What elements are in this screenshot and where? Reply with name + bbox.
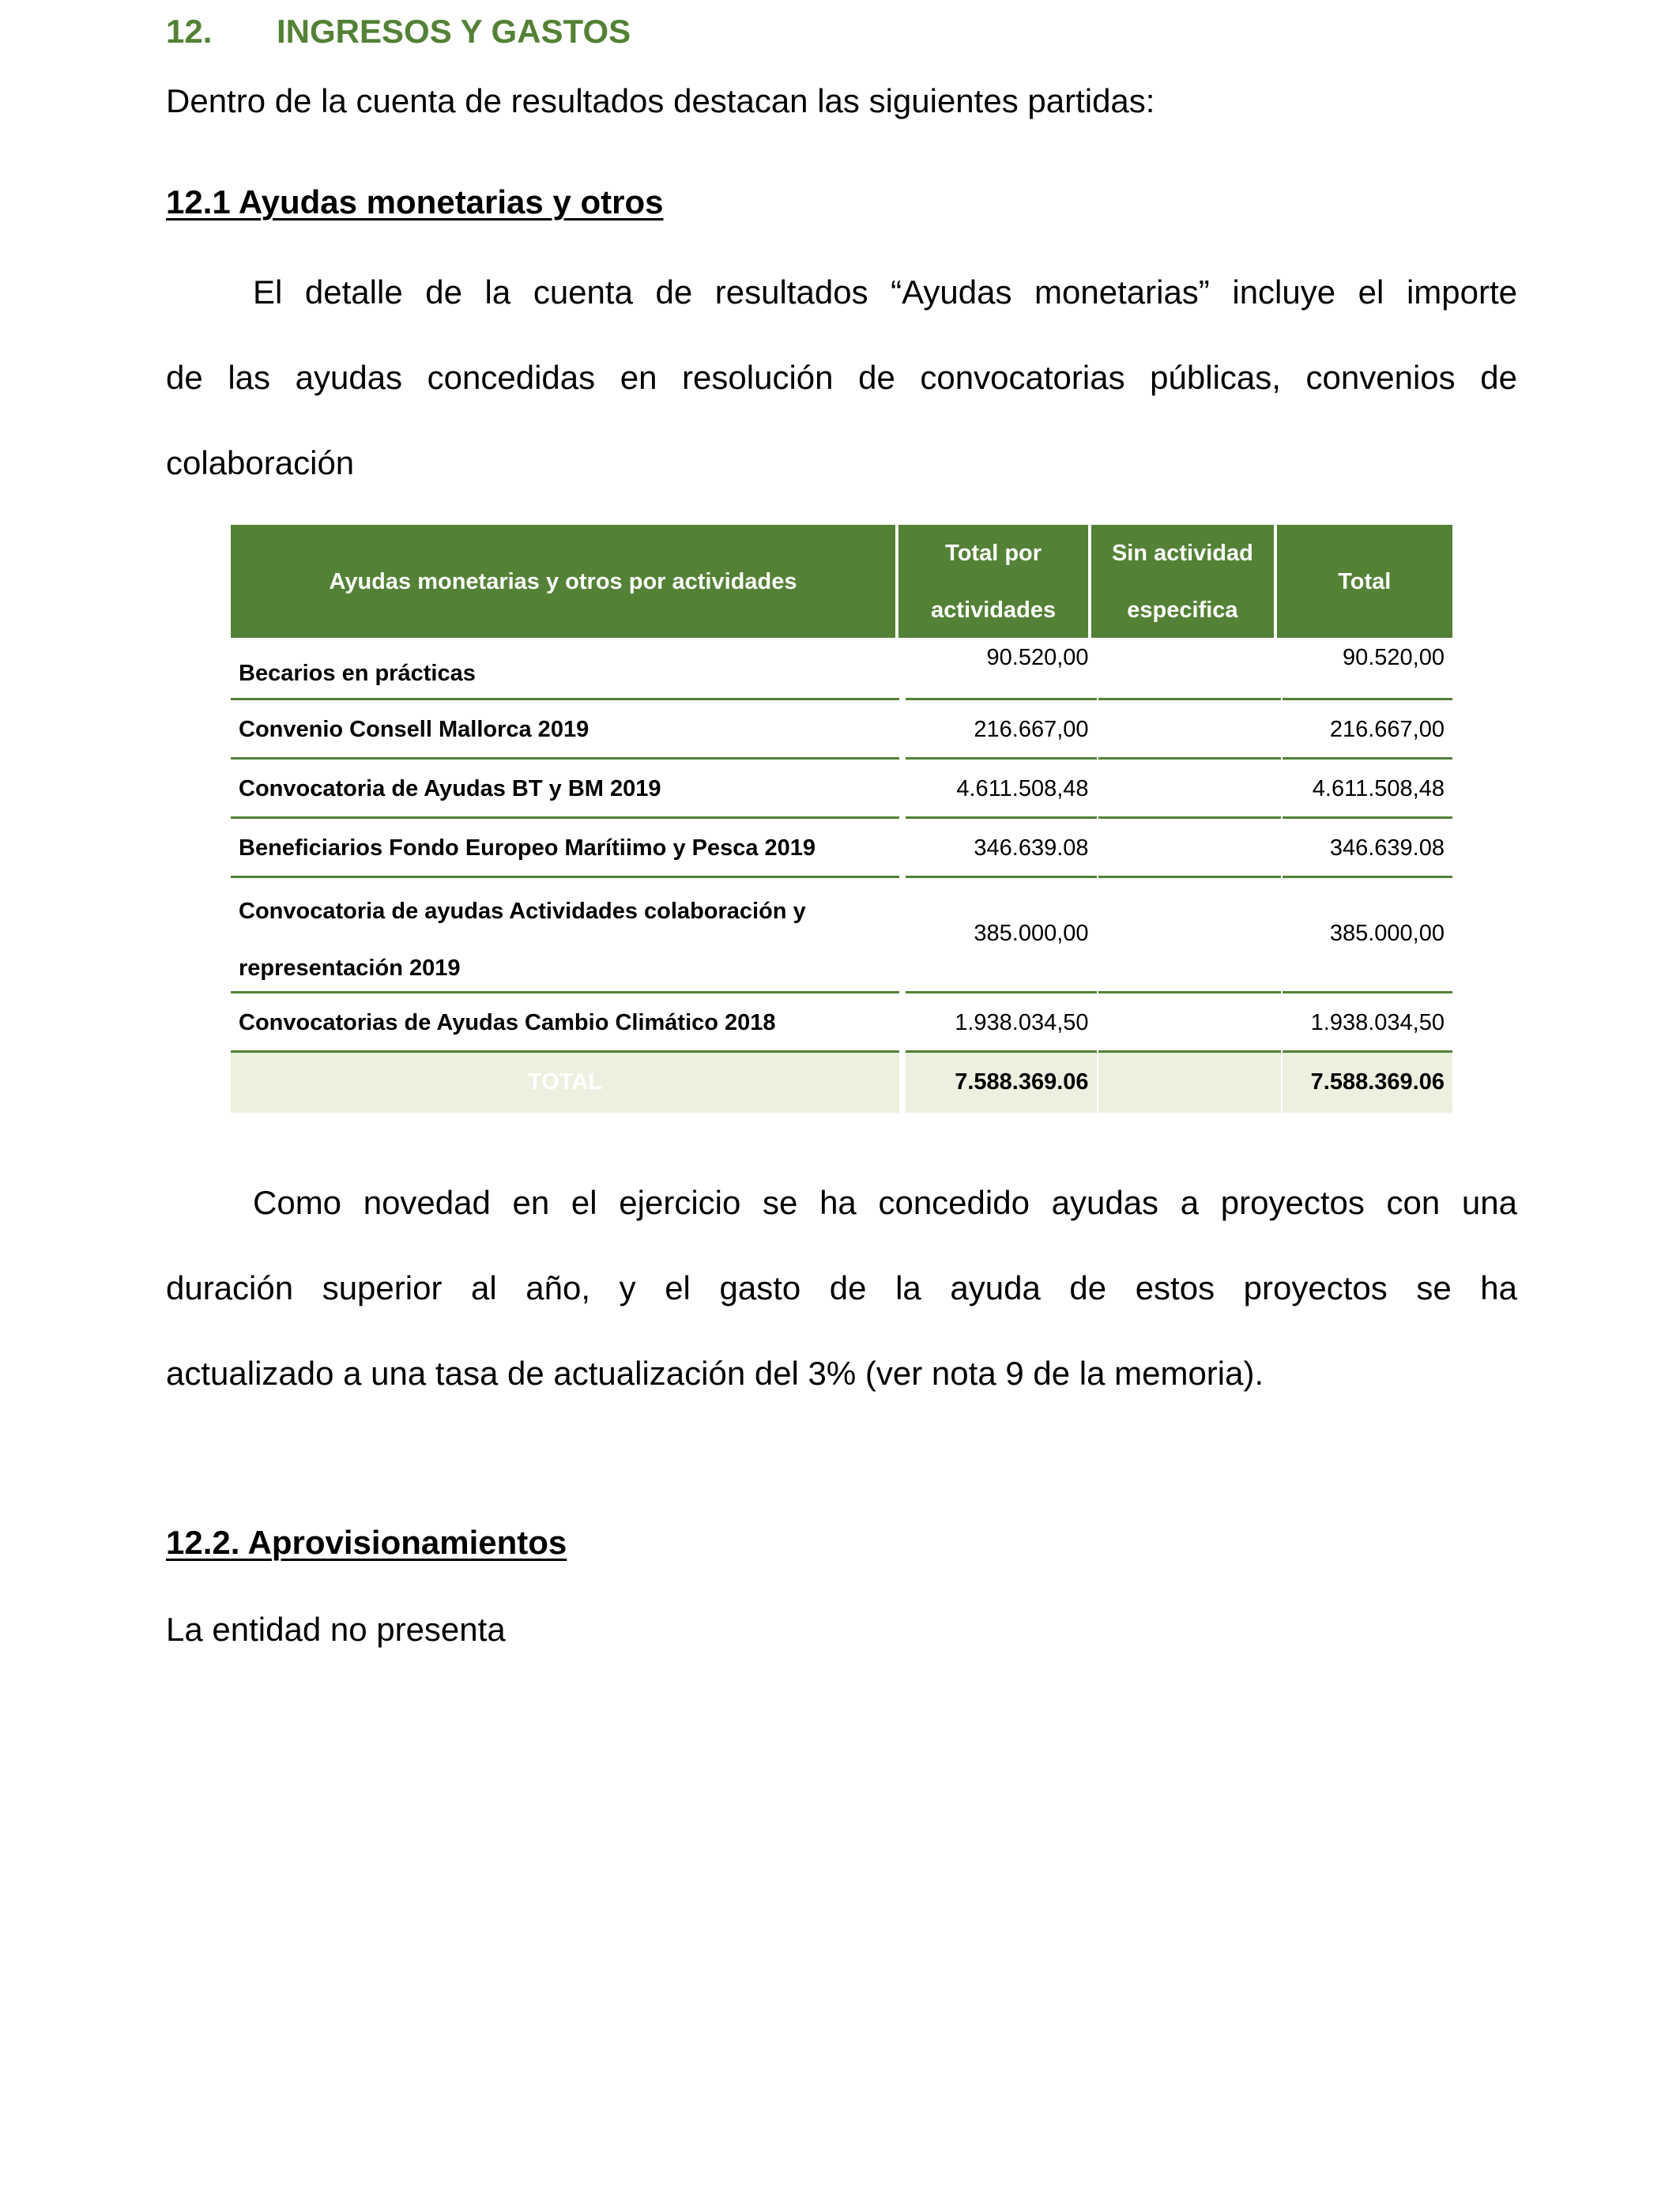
header-sin-actividad — [1091, 525, 1273, 640]
row-total: 216.667,00 — [1283, 700, 1452, 760]
row-total: 385.000,00 — [1283, 878, 1452, 993]
table-total-row — [231, 1053, 1452, 1113]
header-total-por-actividades — [898, 525, 1088, 640]
row-sin-actividad — [1098, 819, 1282, 878]
paragraph-line: actualizado a una tasa de actualización del 3% (ver nota 9 de la memoria). — [166, 1355, 1264, 1392]
row-por-actividades: 346.639.08 — [906, 819, 1097, 878]
section-heading — [166, 13, 631, 51]
row-label-line: Convocatoria de ayudas Actividades colaboración y — [239, 899, 806, 924]
section-number: 12. — [166, 13, 213, 50]
table-row — [231, 640, 1452, 700]
row-total: 4.611.508,48 — [1283, 760, 1452, 819]
section-title: INGRESOS Y GASTOS — [277, 13, 631, 50]
row-total: 1.938.034,50 — [1283, 993, 1452, 1053]
row-label — [231, 878, 899, 993]
header-line: actividades — [931, 597, 1057, 623]
row-label: Convocatoria de Ayudas BT y BM 2019 — [231, 760, 899, 819]
header-total: Total — [1277, 525, 1452, 640]
subsection-heading-12-2: 12.2. Aprovisionamientos — [166, 1524, 567, 1561]
row-por-actividades: 4.611.508,48 — [906, 760, 1097, 819]
row-por-actividades: 216.667,00 — [906, 700, 1097, 760]
row-sin-actividad — [1098, 878, 1282, 993]
row-label: Becarios en prácticas — [231, 640, 899, 700]
row-label: Beneficiarios Fondo Europeo Marítiimo y Pesca 2019 — [231, 819, 899, 878]
row-total: 90.520,00 — [1283, 640, 1452, 700]
table-row — [231, 878, 1452, 993]
paragraph-line: Como novedad en el ejercicio se ha concedido ayudas a proyectos con una — [253, 1184, 1517, 1221]
row-label-line: representación 2019 — [239, 956, 461, 981]
table-row — [231, 993, 1452, 1053]
header-line: Sin actividad — [1111, 540, 1253, 566]
table-row — [231, 819, 1452, 878]
ayudas-table — [231, 525, 1452, 1113]
total-por-actividades: 7.588.369.06 — [906, 1053, 1097, 1113]
table-header-row — [231, 525, 1452, 640]
paragraph-line: de las ayudas concedidas en resolución de convocatorias públicas, convenios de — [166, 359, 1517, 396]
header-line: especifica — [1127, 597, 1238, 623]
table-row — [231, 760, 1452, 819]
paragraph-line: colaboración — [166, 444, 355, 481]
row-total: 346.639.08 — [1283, 819, 1452, 878]
row-sin-actividad — [1098, 760, 1282, 819]
row-por-actividades: 385.000,00 — [906, 878, 1097, 993]
paragraph-line: El detalle de la cuenta de resultados “Ayudas monetarias” incluye el importe — [253, 273, 1517, 311]
total-total: 7.588.369.06 — [1283, 1053, 1452, 1113]
header-line: Total por — [945, 540, 1042, 566]
subsection-heading-12-1: 12.1 Ayudas monetarias y otros — [166, 183, 664, 221]
row-sin-actividad — [1098, 993, 1282, 1053]
aprovisionamientos-text: La entidad no presenta — [166, 1611, 506, 1648]
row-label: Convenio Consell Mallorca 2019 — [231, 700, 899, 760]
paragraph-line: duración superior al año, y el gasto de la ayuda de estos proyectos se ha — [166, 1269, 1517, 1306]
row-por-actividades: 1.938.034,50 — [906, 993, 1097, 1053]
row-sin-actividad — [1098, 640, 1282, 700]
row-label: Convocatorias de Ayudas Cambio Climático 2018 — [231, 993, 899, 1053]
total-sin-actividad — [1098, 1053, 1282, 1113]
table-row — [231, 700, 1452, 760]
section-intro: Dentro de la cuenta de resultados destacan las siguientes partidas: — [166, 82, 1155, 119]
row-sin-actividad — [1098, 700, 1282, 760]
paragraph-novedad — [166, 1160, 1517, 1416]
total-label: TOTAL — [231, 1053, 899, 1113]
header-activity: Ayudas monetarias y otros por actividades — [231, 525, 895, 640]
paragraph-ayudas — [166, 250, 1517, 506]
row-por-actividades: 90.520,00 — [906, 640, 1097, 700]
